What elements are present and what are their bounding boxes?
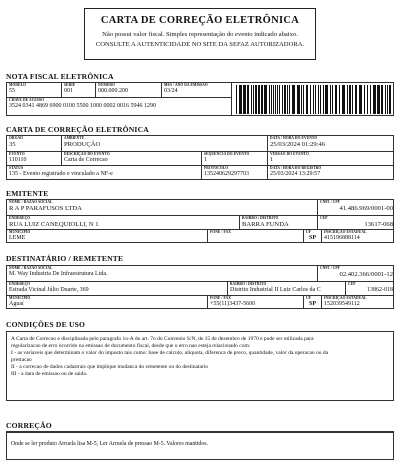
carta-ambiente-cell <box>61 136 267 151</box>
barcode-bar <box>251 85 252 114</box>
carta-data-registro-cell <box>267 166 395 180</box>
barcode-bar <box>282 85 283 114</box>
nota-serie-value: 001 <box>64 88 73 94</box>
barcode-bar <box>301 85 302 114</box>
barcode-bar <box>342 85 345 114</box>
emitente-municipio-label: MUNICÍPIO <box>9 230 31 234</box>
carta-orgao-value: 35 <box>9 141 16 148</box>
nota-modelo-label: MODELO <box>9 83 26 87</box>
nota-modelo-cell <box>7 83 61 97</box>
barcode-bar <box>275 85 276 114</box>
nota-mes-ano-label: MÊS / ANO DA EMISSÃO <box>164 83 208 87</box>
emitente-cnpj-label: CNPJ / CPF <box>320 200 340 204</box>
emitente-endereco-cell <box>7 216 239 229</box>
barcode-bar <box>320 85 321 114</box>
emitente-ie-value: 415196888114 <box>324 235 360 241</box>
barcode-bar <box>339 85 340 114</box>
destinatario-row-1 <box>7 266 393 281</box>
carta-sequencia-cell <box>201 152 267 165</box>
barcode-bar <box>271 85 272 114</box>
carta-row-2 <box>7 151 393 165</box>
nota-numero-value: 000.000.200 <box>98 88 128 94</box>
condicoes-line: I - as variaveis que determinam o valor do imposto tais como: base de calculo, aliquota, diferenca de preco, quantidade, valor da operacao ou da <box>11 350 329 356</box>
carta-versao-label: VERSÃO DO EVENTO <box>270 152 309 156</box>
document-subtitle: Não possui valor fiscal. Simples representação do evento indicado abaixo. <box>102 31 298 38</box>
emitente-endereco-value: RUA LUIZ CANEQUIOLLI, N 1 <box>9 221 99 228</box>
emitente-bairro-value: BARRA FUNDA <box>242 221 289 228</box>
carta-ambiente-value: PRODUÇÃO <box>64 141 101 148</box>
barcode-bar <box>303 85 304 114</box>
barcode-bar <box>269 85 270 114</box>
carta-orgao-cell <box>7 136 61 151</box>
nota-chave-label: CHAVE DE ACESSO <box>9 98 44 102</box>
emitente-uf-cell <box>303 230 321 243</box>
destinatario-endereco-label: ENDEREÇO <box>9 282 31 286</box>
carta-protocolo-label: PROTOCOLO <box>204 166 229 170</box>
destinatario-bairro-value: Distrito Industrial II Luiz Carlos da C <box>230 287 321 293</box>
barcode-bar <box>289 85 290 114</box>
carta-ambiente-label: AMBIENTE <box>64 136 85 140</box>
destinatario-ie-cell <box>321 296 395 309</box>
carta-data-evento-label: DATA / HORA DO EVENTO <box>270 136 318 140</box>
destinatario-section-title: DESTINATÁRIO / REMETENTE <box>6 254 124 263</box>
correcao-section-title: CORREÇÃO <box>6 421 52 430</box>
barcode-bar <box>306 85 308 114</box>
carta-status-cell <box>7 166 201 180</box>
condicoes-box <box>6 331 394 401</box>
nota-chave-value: 3524 0341 4869 6900 0100 5500 1000 0002 0016 5946 1290 <box>9 103 156 109</box>
destinatario-row-3 <box>7 295 393 309</box>
destinatario-cnpj-label: CNPJ / CPF <box>320 266 340 270</box>
barcode-bar <box>367 85 368 114</box>
barcode-bar <box>315 85 316 114</box>
destinatario-nome-cell <box>7 266 317 281</box>
document-subtitle-2: CONSULTE A AUTENTICIDADE NO SITE DA SEFAZ AUTORIZADORA. <box>95 41 305 48</box>
destinatario-cnpj-cell <box>317 266 395 281</box>
destinatario-municipio-cell <box>7 296 207 309</box>
destinatario-ie-label: INSCRIÇÃO ESTADUAL <box>324 296 367 300</box>
emitente-uf-value: SP <box>308 235 316 241</box>
barcode-graphic <box>236 85 392 114</box>
destinatario-uf-cell <box>303 296 321 309</box>
emitente-row-1 <box>7 200 393 215</box>
destinatario-uf-label: UF <box>306 296 311 300</box>
nota-chave-cell <box>7 98 231 116</box>
emitente-nome-value: R A P PARAFUSOS LTDA <box>9 205 82 212</box>
carta-evento-cell <box>7 152 61 165</box>
carta-versao-value: 1 <box>270 157 273 163</box>
barcode-bar <box>370 85 371 114</box>
barcode-bar <box>310 85 311 114</box>
barcode-bar <box>264 85 267 114</box>
emitente-row-3 <box>7 229 393 243</box>
destinatario-municipio-label: MUNICÍPIO <box>9 296 31 300</box>
emitente-section-title: EMITENTE <box>6 189 49 198</box>
condicoes-line: prestacao <box>11 357 32 363</box>
nota-serie-label: SÉRIE <box>64 83 76 87</box>
barcode-bar <box>359 85 362 114</box>
nota-box <box>6 82 394 116</box>
barcode-bar <box>247 85 249 114</box>
barcode-bar <box>377 85 380 114</box>
nota-row-2 <box>7 97 231 116</box>
carta-status-label: STATUS <box>9 166 24 170</box>
nota-mes-ano-cell <box>161 83 231 97</box>
barcode-bar <box>318 85 319 114</box>
barcode-bar <box>381 85 383 114</box>
emitente-cep-value: 13617-068 <box>364 221 393 228</box>
carta-row-1 <box>7 136 393 151</box>
destinatario-uf-value: SP <box>308 301 316 307</box>
carta-descricao-cell <box>61 152 201 165</box>
emitente-fone-label: FONE / FAX <box>210 230 231 234</box>
carta-protocolo-value: 135240629297703 <box>204 171 249 177</box>
emitente-cnpj-value: 41.486.969/0001-00 <box>339 205 393 212</box>
nota-serie-cell <box>61 83 95 97</box>
barcode-bar <box>364 85 365 114</box>
condicoes-line: II - a correcao de dados cadastrais que implique mudanca do remetente ou do destinatario <box>11 364 209 370</box>
destinatario-nome-label: NOME / RAZÃO SOCIAL <box>9 266 53 270</box>
barcode-bar <box>236 85 237 114</box>
barcode-bar <box>323 85 324 114</box>
carta-orgao-label: ÓRGÃO <box>9 136 24 140</box>
barcode-bar <box>325 85 328 114</box>
condicoes-line: regularizacao de erro ocorrido na emissao de documento fiscal, desde que o erro nao esteja relacionado com: <box>11 343 251 349</box>
destinatario-cnpj-value: 02.402.366/0001-12 <box>339 271 393 278</box>
barcode-bar <box>292 85 295 114</box>
barcode-bar <box>347 85 348 114</box>
barcode-bar <box>313 85 314 114</box>
barcode-bar <box>297 85 300 114</box>
carta-descricao-value: Carta de Correcao <box>64 157 108 163</box>
nota-numero-label: NÚMERO <box>98 83 115 87</box>
emitente-nome-cell <box>7 200 317 215</box>
destinatario-fone-label: FONE / FAX <box>210 296 231 300</box>
emitente-row-2 <box>7 215 393 229</box>
nota-modelo-value: 55 <box>9 88 15 94</box>
carta-section-title: CARTA DE CORREÇÃO ELETRÔNICA <box>6 125 149 134</box>
carta-row-3 <box>7 165 393 180</box>
barcode-bar <box>349 85 351 114</box>
emitente-municipio-cell <box>7 230 207 243</box>
destinatario-cep-value: 13862-018 <box>367 287 393 293</box>
document-header <box>84 8 316 60</box>
nota-numero-cell <box>95 83 161 97</box>
nota-mes-ano-value: 03/24 <box>164 88 178 94</box>
carta-data-registro-label: DATA / HORA DO REGISTRO <box>270 166 322 170</box>
carta-data-registro-value: 25/03/2024 13:29:57 <box>270 171 321 177</box>
barcode-bar <box>332 85 333 114</box>
correcao-box <box>6 432 394 460</box>
emitente-municipio-value: LEME <box>9 235 26 241</box>
destinatario-cep-cell <box>345 282 395 295</box>
condicoes-line: A Carta de Correcao e disciplinada pelo paragrafo 1o-A do art. 7o do Convenio S/N, de 15 de dezembro de 1970 e pode ser utilizada para <box>11 336 314 342</box>
destinatario-fone-cell <box>207 296 303 309</box>
emitente-ie-label: INSCRIÇÃO ESTADUAL <box>324 230 367 234</box>
emitente-bairro-label: BAIRRO / DISTRITO <box>242 216 279 220</box>
emitente-nome-label: NOME / RAZÃO SOCIAL <box>9 200 53 204</box>
barcode-bar <box>243 85 246 114</box>
destinatario-bairro-cell <box>227 282 345 295</box>
nota-section-title: NOTA FISCAL ELETRÔNICA <box>6 72 114 81</box>
barcode-bar <box>385 85 386 114</box>
destinatario-endereco-cell <box>7 282 227 295</box>
destinatario-ie-value: 152039549112 <box>324 301 360 307</box>
destinatario-box <box>6 265 394 309</box>
condicoes-section-title: CONDIÇÕES DE USO <box>6 320 86 329</box>
condicoes-line: III - a data de emissao ou de saida. <box>11 371 88 377</box>
barcode-bar <box>389 85 391 114</box>
barcode-bar <box>284 85 286 114</box>
carta-status-value: 135 - Evento registrado e vinculado a NF-e <box>9 171 113 177</box>
barcode-bar <box>287 85 288 114</box>
destinatario-endereco-value: Estrada Vicinal Júlio Duarte, 369 <box>9 287 89 293</box>
barcode-bar <box>261 85 263 114</box>
destinatario-fone-value: +55(11)3437-5600 <box>210 301 256 307</box>
carta-evento-label: EVENTO <box>9 152 25 156</box>
document-title: CARTA DE CORREÇÃO ELETRÔNICA <box>100 15 300 26</box>
emitente-ie-cell <box>321 230 395 243</box>
carta-data-evento-cell <box>267 136 395 151</box>
emitente-endereco-label: ENDEREÇO <box>9 216 31 220</box>
barcode-bar <box>355 85 357 114</box>
emitente-cep-cell <box>317 216 395 229</box>
correcao-text: Onde se ler produto Arruela lisa M-5, Ler Arruela de pressao M-5. Valores mantidos. <box>11 441 208 447</box>
destinatario-municipio-value: Aguaí <box>9 301 24 307</box>
barcode-bar <box>273 85 274 114</box>
carta-versao-cell <box>267 152 395 165</box>
emitente-cnpj-cell <box>317 200 395 215</box>
barcode-bar <box>335 85 337 114</box>
emitente-cep-label: CEP <box>320 216 328 220</box>
carta-sequencia-label: SEQUÊNCIA DO EVENTO <box>204 152 250 156</box>
destinatario-bairro-label: BAIRRO / DISTRITO <box>230 282 267 286</box>
destinatario-nome-value: M. Way Industria De Infraestrutura Ltda. <box>9 271 108 277</box>
carta-evento-value: 110110 <box>9 157 27 163</box>
emitente-fone-cell <box>207 230 303 243</box>
barcode-bar <box>373 85 376 114</box>
emitente-bairro-cell <box>239 216 317 229</box>
barcode-bar <box>387 85 388 114</box>
barcode-bar <box>253 85 254 114</box>
barcode-bar <box>255 85 257 114</box>
barcode-bar <box>277 85 278 114</box>
barcode-bar <box>330 85 331 114</box>
emitente-uf-label: UF <box>306 230 311 234</box>
destinatario-cep-label: CEP <box>348 282 356 286</box>
carta-protocolo-cell <box>201 166 267 180</box>
carta-box <box>6 135 394 180</box>
barcode-bar <box>239 85 242 114</box>
destinatario-row-2 <box>7 281 393 295</box>
emitente-box <box>6 199 394 243</box>
carta-data-evento-value: 25/03/2024 01:29:46 <box>270 141 326 148</box>
carta-sequencia-value: 1 <box>204 157 207 163</box>
carta-descricao-label: DESCRIÇÃO DO EVENTO <box>64 152 110 156</box>
barcode-bar <box>279 85 280 114</box>
barcode-bar <box>352 85 353 114</box>
barcode-bar <box>258 85 260 114</box>
barcode-image <box>231 83 395 116</box>
